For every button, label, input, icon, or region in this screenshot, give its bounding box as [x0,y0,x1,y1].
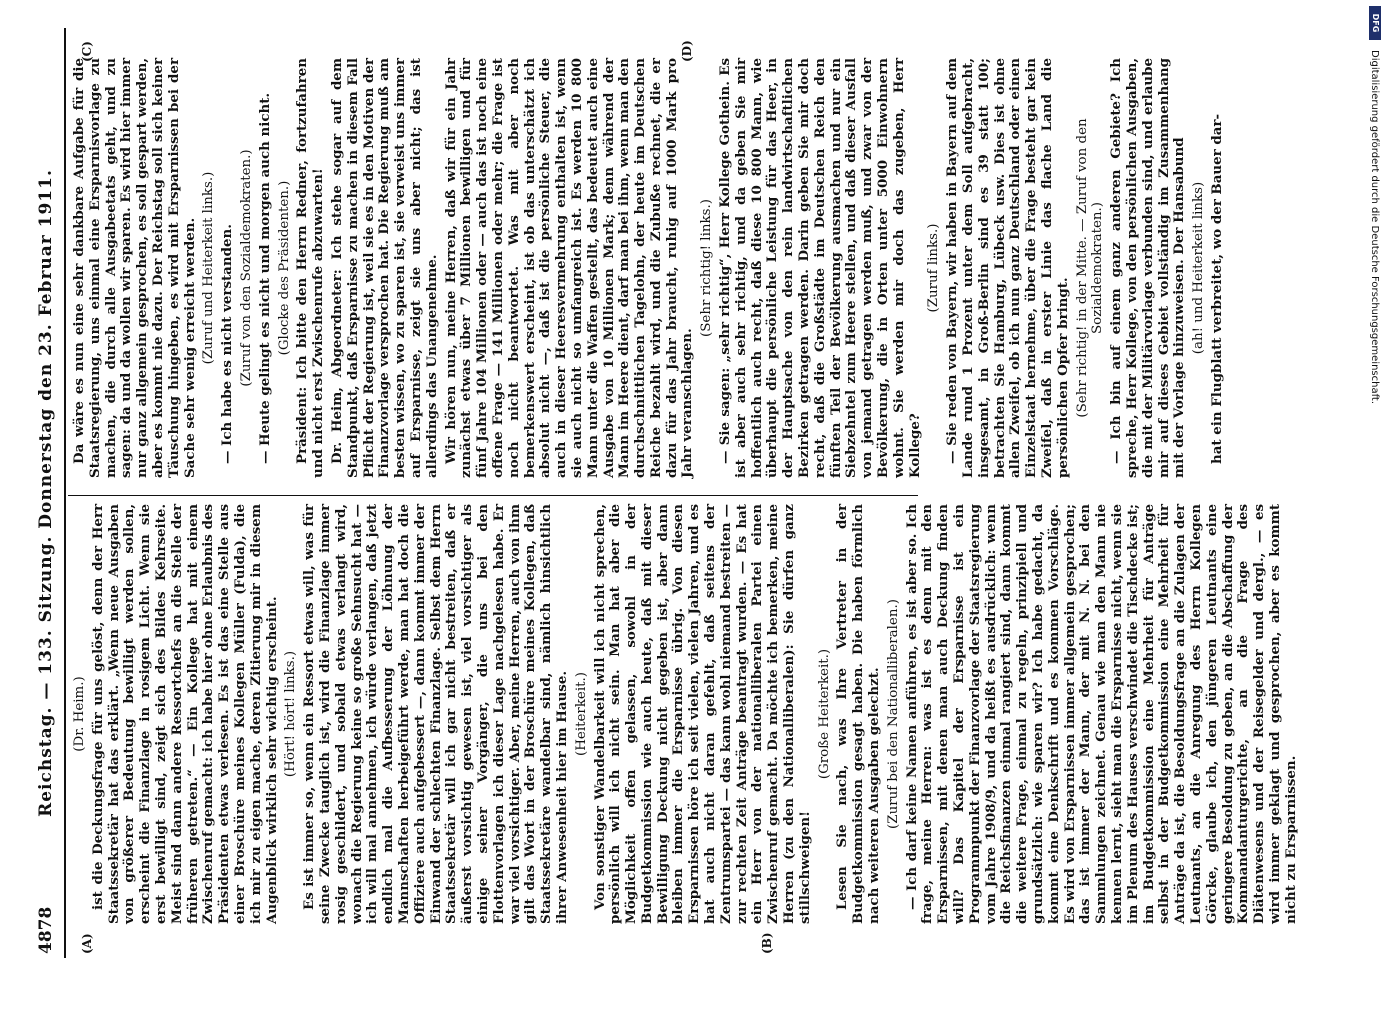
paragraph: Dr. Heim, Abgeordneter: Ich stehe sogar auf dem Standpunkt, daß Ersparnisse zu machen in diesem Fall Pflicht der Regierung ist, weil sie es in den Motiven der Finanzvorlage versprochen hat. Die Regierung muß am besten wissen, wo zu sparen ist, sie verweist uns immer auf Ersparnisse, zeigt sie uns aber nicht; das ist allerdings das Unangenehme. [328,58,440,478]
margin-mark-b: (B) [760,932,774,954]
paragraph: Es ist immer so, wenn ein Ressort etwas will, was für seine Zwecke tauglich ist, wird die Finanzlage immer rosig geschildert, und sobald etwas verlangt wird, wonach die Regierung keine so große Sehnsucht hat — ich will mal annehmen, ich würde verlangen, daß jetzt endlich mal die Aufbesserung der Löhnung der Mannschaften herbeigeführt werde, man hat doch die Offiziere auch aufgebessert —, dann kommt immer der Einwand der schlechten Finanzlage. Selbst dem Herrn Staatssekretär will ich gar nicht bestreiten, daß er äußerst vorsichtig gewesen ist, viel vorsichtiger als einige seiner Vorgänger, die uns bei den Flottenvorlagen ich dieser Lage nachgelesen habe. Er war viel vorsichtiger. Aber, meine Herren, auch von ihm gilt das Wort in der Broschüre meines Kollegen, daß Staatssekretäre wandelbar sind, nämlich hinsichtlich ihrer Anwesenheit hier im Hause. [301,504,570,924]
right-column [72,58,1229,478]
interjection: (Zuruf und Heiterkeit links.) [201,171,217,365]
paragraph: Wir hören nun, meine Herren, daß wir für ein Jahr zunächst etwas über 7 Millionen bewilligen und für fünf Jahre 104 Millionen oder — auch das ist noch eine offene Frage — 141 Millionen oder mehr; die Frage ist noch nicht beantwortet. Was mit aber noch bemerkenswert erscheint, ist ob das unterschätzt ich absolut nicht —, daß ist die persönliche Steuer, die auch in dieser Heeresvermehrung enthalten ist, wenn sie auch nicht so umfangreich ist. Es werden 10 800 Mann unter die Waffen gestellt, das bedeutet auch eine Ausgabe von 10 Millionen Mark; denn während der Mann im Heere dient, darf man bei ihm, wenn man den durchschnittlichen Tagelohn, der heute im Deutschen Reiche bezahlt wird, und die Zubuße rechnet, die er dazu für das Jahr braucht, ruhig auf 1000 Mark pro Jahr veranschlagen. [442,58,696,478]
margin-mark-a: (A) [80,933,94,954]
paragraph: — Sie reden von Bayern, wir haben in Bayern auf dem Lande rund 1 Prozent unter dem Soll aufgebracht, insgesamt, in Groß-Berlin sind es 39 statt 100; betrachten Sie Hamburg, Lübeck usw. Dies ist ohne allen Zweifel, ob ich nun ganz Deutschland oder einen Einzelstaat hernehme, über die Frage besteht gar kein Zweifel, daß in erster Linie das flache Land die persönlichen Opfer bringt. [944,58,1071,478]
paragraph: Präsident: Ich bitte den Herrn Redner, fortzufahren und nicht erst Zwischenrufe abzuwarten! [294,58,327,478]
interjection: (Sehr richtig! in der Mitte. — Zuruf von den Sozialdemokraten.) [1074,118,1106,418]
paragraph: — Ich bin auf einem ganz anderen Gebiete? Ich spreche, Herr Kollege, von den persönlichen Ausgaben, die mit der Militärvorlage verbunden sind, und erlaube mir auf dieses Gebiet vollständig im Zusammenhang mit der Vorlage hinzuweisen. Der Hansabund [1108,58,1188,478]
paragraph: ist die Deckungsfrage für uns gelöst, denn der Herr Staatssekretär hat das erklärt. „Wenn neue Ausgaben von größerer Bedeutung bewilligt werden sollen, erscheint die Finanzlage in rosigem Licht. Wenn sie erst bewilligt sind, zeigt sich des Bildes Kehrseite. Meist sind dann andere Ressortchefs an die Stelle der früheren getreten.“ — Ein Kollege hat mit einem Zwischenruf gemacht: ich habe hier ohne Erlaubnis des Präsidenten etwas verlesen. Es ist das eine Stelle aus einer Broschüre meines Kollegen Müller (Fulda), die ich mir zu eigen mache, deren Zitierung mir in diesem Augenblick wirklich sehr wichtig erscheint. [89,504,280,924]
paragraph: — Ich darf keine Namen anführen, es ist aber so. Ich frage, meine Herren: was ist es denn mit den Ersparnissen, mit denen man auch Deckung finden will? Das Kapitel der Ersparnisse ist ein Programmpunkt der Finanzvorlage der Staatsregierung vom Jahre 1908/9, und da heißt es ausdrücklich: wenn die Reichsfinanzen einmal rangiert sind, dann kommt die weitere Frage, einmal zu regeln, prinzipiell und grundsätzlich: wie sparen wir? Ich habe gedacht, da kommt eine Denkschrift und es kommen Vorschläge. Es wird von Ersparnissen immer allgemein gesprochen; das ist immer der Mann, der mit N. N. bei den Sammlungen zeichnet. Genau wie man den Mann nie kennen lernt, sieht man die Ersparnisse nicht, wenn sie im Plenum des Hauses verschwindet die Tischdecke ist; im Budgetkommission eine Mehrheit für Anträge selbst in der Budgetkommission eine Mehrheit für Anträge da ist, die Besoldungsfrage an die Zulagen der Leutnants, an die Anregung des Herrn Kollegen Görcke, glaube ich, den jüngeren Leutnants eine geringere Besoldung zu geben, an die Abschaffung der Kommandanturgerichte, an die Frage des Diätenwesens und der Reisegelder und dergl., — es wird immer geklagt und gesprochen, aber es kommt nicht zu Ersparnissen. [903,504,1299,924]
margin-mark-c: (C) [80,41,94,62]
paragraph: Lesen Sie nach, was Ihre Vertreter in der Budgetkommission gesagt haben. Die haben förmlich nach weiteren Ausgaben gelechzt. [834,504,883,924]
paragraph: Von sonstiger Wandelbarkeit will ich nicht sprechen, persönlich will ich nicht sein. Man hat aber die Möglichkeit offen gelassen, sowohl in der Budgetkommission wie auch heute, daß mit dieser Bewilligung Deckung nicht gegeben ist, aber dann bleiben immer die Ersparnisse übrig. Von diesen Ersparnissen höre ich seit vielen, vielen Jahren, und es hat auch nicht daran gefehlt, daß seitens der Zentrumspartei — das kann wohl niemand bestreiten — zur rechten Zeit Anträge beantragt wurden. — Es hat ein Herr von der nationalliberalen Partei einen Zwischenruf gemacht. Da möchte ich bemerken, meine Herren (zu den Nationalliberalen): Sie dürfen ganz stillschweigen! [591,504,813,924]
interjection: (ah! und Heiterkeit links) [1191,181,1207,355]
interjection: (Hört! hört! links.) [283,650,299,778]
margin-mark-d: (D) [680,40,694,62]
interjection: (Zuruf links.) [926,223,942,313]
paragraph: Da wäre es nun eine sehr dankbare Aufgabe für die Staatsregierung, uns einmal eine Ersparnisvorlage zu machen, die durch alle Ausgabeetats geht, und zu sagen: da und da wollen wir sparen. Es wird hier immer nur ganz allgemein gesprochen, es soll gespart werden, aber es kommt nie dazu. Der Reichstag soll sich keiner Täuschung hingeben, es wird mit Ersparnissen bei der Sache sehr wenig erreicht werden. [71,58,198,478]
speaker-note: (Dr. Heim.) [72,676,87,752]
page-number: 4878 [36,906,56,954]
interjection: (Heiterkeit.) [573,672,589,756]
rotated-page-content [30,28,1330,958]
dfg-logo: DFG [1369,6,1381,40]
interjection: (Zuruf von den Sozialdemokraten.) [238,149,254,387]
paragraph: — Heute gelingt es nicht und morgen auch nicht. [256,92,273,464]
interjection: (Glocke des Präsidenten.) [276,180,292,356]
interjection: (Sehr richtig! links.) [699,199,715,337]
column-divider [68,495,918,496]
paragraph: — Ich habe es nicht verstanden. [219,224,236,464]
session-header: Reichstag. — 133. Sitzung. Donnerstag den 23. Februar 1911. [36,169,56,817]
left-column [72,504,1303,924]
running-header [30,28,66,958]
digitization-note: Digitalisierung gefördert durch die Deutsche Forschungsgemeinschaft. [1369,50,1380,405]
interjection: (Große Heiterkeit.) [816,648,832,780]
paragraph: — Sie sagen: „sehr richtig“, Herr Kollege Gothein. Es ist aber auch sehr richtig, und da geben Sie mir hoffentlich auch recht, daß diese 10 800 Mann, wie überhaupt die persönliche Leistung für das Heer, in der Hauptsache von den rein landwirtschaftlichen Bezirken getragen werden. Darin geben Sie mir doch recht, daß die Großstädte im Deutschen Reich den fünften Teil der Bevölkerung ausmachen und nur ein Siebzehntel zum Heere stellen, und daß dieser Ausfall von jemand getragen werden muß, und zwar von der Bevölkerung, die in Orten unter 5000 Einwohnern wohnt. Sie werden mir doch das zugeben, Herr Kollege? [717,58,923,478]
paragraph: hat ein Flugblatt verbreitet, wo der Bauer dar- [1208,113,1225,464]
interjection: (Zuruf bei den Nationalliberalen.) [885,599,901,829]
